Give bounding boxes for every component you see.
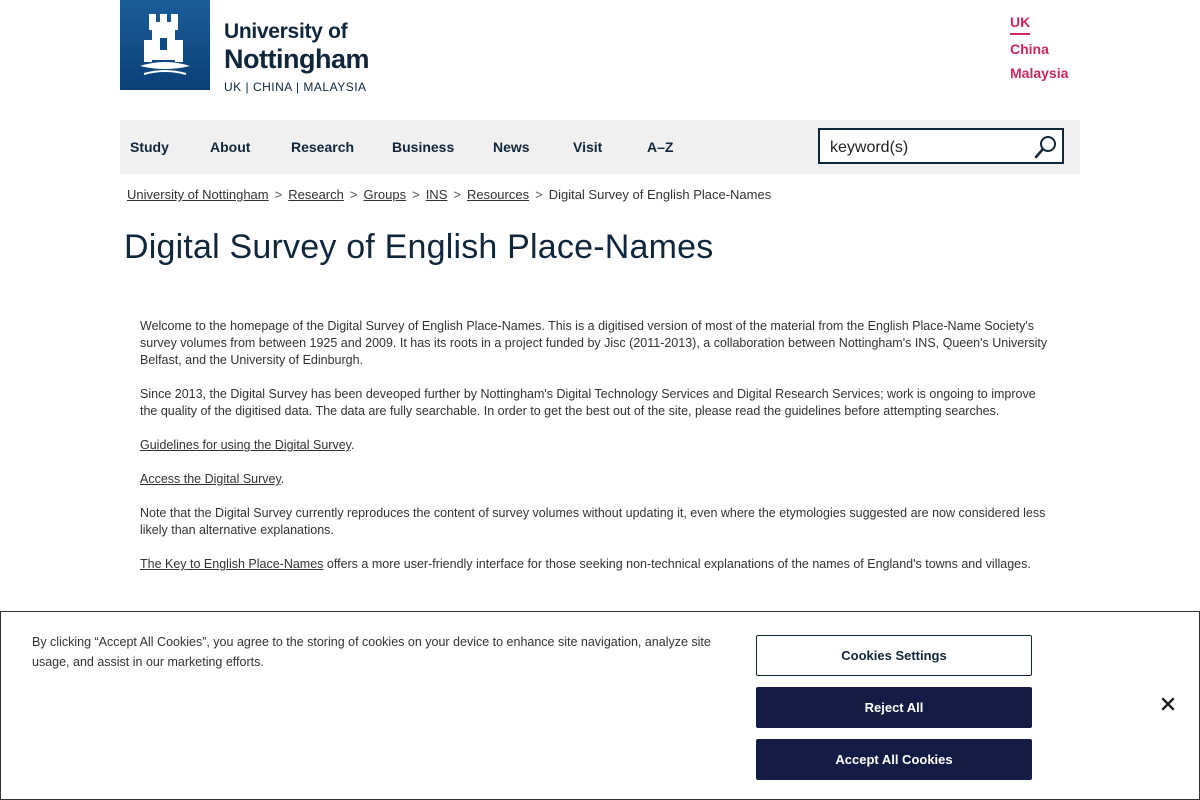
- campus-link-china[interactable]: China: [1010, 41, 1049, 57]
- cookies-settings-button[interactable]: Cookies Settings: [756, 635, 1032, 676]
- access-paragraph: [140, 471, 1055, 488]
- breadcrumb-separator: >: [412, 187, 420, 202]
- breadcrumb-separator: >: [274, 187, 283, 202]
- castle-logo-icon: [120, 0, 210, 90]
- main-navigation: [120, 120, 1080, 174]
- search-input[interactable]: [828, 136, 1032, 160]
- breadcrumb: [127, 187, 771, 202]
- close-icon[interactable]: [1160, 696, 1176, 712]
- breadcrumb-separator: >: [349, 187, 358, 202]
- campus-link-malaysia[interactable]: Malaysia: [1010, 65, 1069, 81]
- breadcrumb-separator: >: [453, 187, 461, 202]
- key-paragraph: [140, 556, 1055, 573]
- logo-line-1: University of: [224, 20, 348, 43]
- breadcrumb-link-resources[interactable]: Resources: [466, 187, 530, 202]
- university-logo[interactable]: [120, 0, 210, 90]
- cookie-banner: [0, 611, 1200, 800]
- breadcrumb-separator: >: [535, 187, 543, 202]
- campus-switcher: [1010, 12, 1068, 87]
- reject-all-button[interactable]: Reject All: [756, 687, 1032, 728]
- key-to-place-names-link[interactable]: The Key to English Place-Names: [140, 557, 324, 571]
- nav-item-visit[interactable]: Visit: [573, 139, 603, 155]
- nav-item-a-z[interactable]: A–Z: [647, 139, 674, 155]
- nav-item-business[interactable]: Business: [392, 139, 455, 155]
- main-content: [140, 318, 1055, 590]
- guidelines-link[interactable]: Guidelines for using the Digital Survey: [140, 438, 351, 452]
- access-survey-link[interactable]: Access the Digital Survey: [140, 472, 281, 486]
- logo-line-2: Nottingham: [224, 44, 369, 74]
- history-paragraph: Since 2013, the Digital Survey has been deveoped further by Nottingham's Digital Technology Services and Digital Research Services; work is ongoing to improve the quality of the digitised data. The data are fully searchable. In order to get the best out of the site, please read the guidelines before attempting searches.: [140, 387, 1036, 418]
- breadcrumb-link-research[interactable]: Research: [288, 187, 344, 202]
- logo-line-3: UK | CHINA | MALAYSIA: [224, 80, 367, 94]
- nav-item-about[interactable]: About: [210, 139, 251, 155]
- logo-wordmark[interactable]: [224, 20, 369, 94]
- nav-item-study[interactable]: Study: [130, 139, 169, 155]
- nav-item-research[interactable]: Research: [291, 139, 355, 155]
- nav-item-news[interactable]: News: [493, 139, 530, 155]
- accept-all-cookies-button[interactable]: Accept All Cookies: [756, 739, 1032, 780]
- access-period: .: [280, 472, 285, 486]
- search-icon[interactable]: [1034, 135, 1058, 159]
- guidelines-period: .: [351, 438, 355, 452]
- intro-paragraph: Welcome to the homepage of the Digital Survey of English Place-Names. This is a digitised version of most of the material from the English Place-Name Society's survey volumes from between 1925 and 2009. It has its roots in a project funded by Jisc (2011-2013), a collaboration between Nottingham's INS, Queen's University Belfast, and the University of Edinburgh.: [140, 319, 1048, 367]
- breadcrumb-link-groups[interactable]: Groups: [363, 187, 407, 202]
- page-title: Digital Survey of English Place-Names: [124, 228, 714, 266]
- cookie-notice-text: By clicking “Accept All Cookies”, you agree to the storing of cookies on your device to enhance site navigation, analyze site usage, and assist in our marketing efforts.: [32, 635, 711, 669]
- search-box: [818, 128, 1064, 164]
- breadcrumb-link-university[interactable]: University of Nottingham: [127, 187, 269, 202]
- breadcrumb-link-ins[interactable]: INS: [425, 187, 448, 202]
- key-paragraph-text: offers a more user-friendly interface for those seeking non-technical explanations of the names of England's towns and villages.: [323, 557, 1031, 571]
- note-paragraph: Note that the Digital Survey currently reproduces the content of survey volumes without updating it, even where the etymologies suggested are now considered less likely than alternative explanations.: [140, 506, 1046, 537]
- campus-link-uk[interactable]: UK: [1010, 12, 1030, 35]
- breadcrumb-current: Digital Survey of English Place-Names: [548, 187, 772, 202]
- guidelines-paragraph: [140, 437, 1055, 454]
